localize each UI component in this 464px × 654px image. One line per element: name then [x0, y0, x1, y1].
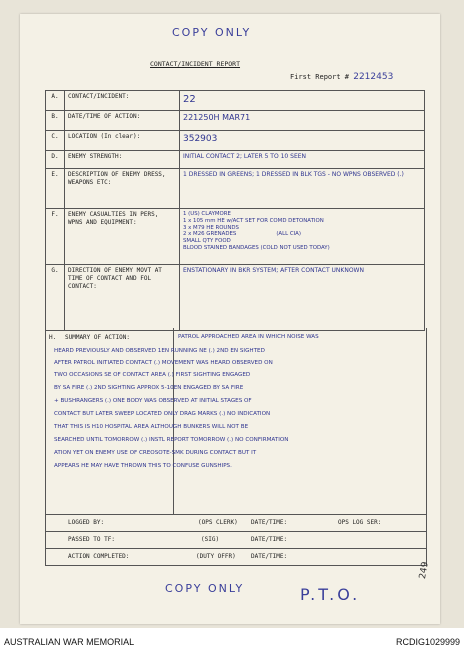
row-direction	[46, 265, 425, 331]
row-label: DATE/TIME OF ACTION:	[65, 111, 180, 131]
serial-value: 2212453	[353, 72, 394, 82]
row-letter: G.	[46, 265, 65, 331]
row-letter: A.	[46, 91, 65, 111]
ops-clerk-label: (OPS CLERK)	[198, 519, 238, 526]
sig-label: (SIG)	[201, 536, 220, 543]
date-time-label: DATE/TIME:	[251, 519, 288, 526]
summary-line: PATROL APPROACHED AREA IN WHICH NOISE WAS	[178, 334, 319, 340]
summary-line: BY SA FIRE (.) 2ND SIGHTING APPROX 5-10EN ENGAGED BY SA FIRE	[54, 385, 244, 391]
footer-logged-row	[45, 514, 427, 532]
attribution-left: AUSTRALIAN WAR MEMORIAL	[4, 637, 135, 647]
attribution-strip	[0, 628, 464, 654]
ops-log-ser-label: OPS LOG SER:	[338, 519, 382, 526]
row-letter: E.	[46, 169, 65, 209]
summary-of-action-section	[45, 328, 427, 515]
row-label: DIRECTION OF ENEMY MOVT AT TIME OF CONTACT AND FOL CONTACT:	[65, 265, 180, 331]
summary-line: ATION YET ON ENEMY USE OF CREOSOTE-SMK DURING CONTACT BUT IT	[54, 450, 257, 456]
footer-passed-row	[45, 531, 427, 549]
action-completed-label: ACTION COMPLETED:	[68, 553, 130, 560]
casualty-line: 1 x 105 mm HE w/ACT SET FOR COMD DETONATION	[183, 217, 324, 224]
summary-line: + BUSHRANGERS (.) ONE BODY WAS OBSERVED AT INITIAL STAGES OF	[54, 398, 252, 404]
row-label: LOCATION (In clear):	[65, 131, 180, 151]
row-letter: D.	[46, 151, 65, 169]
summary-divider	[173, 328, 174, 514]
row-casualties	[46, 209, 425, 265]
row-value: 352903	[180, 131, 425, 151]
pto-note: P.T.O.	[300, 585, 361, 604]
date-time-label: DATE/TIME:	[251, 536, 288, 543]
row-value: 1 DRESSED IN GREENS; 1 DRESSED IN BLK TGS - NO WPNS OBSERVED (.)	[180, 169, 425, 209]
row-value: ENSTATIONARY IN BKR SYSTEM; AFTER CONTACT UNKNOWN	[180, 265, 425, 331]
summary-line: SEARCHED UNTIL TOMORROW (.) INSTL REPORT TOMORROW (.) NO CONFIRMATION	[54, 437, 289, 443]
copy-only-stamp-bottom: COPY ONLY	[165, 582, 245, 595]
summary-line: AFTER PATROL INITIATED CONTACT (.) MOVEMENT WAS HEARD OBSERVED ON	[54, 360, 273, 366]
footer-action-row	[45, 548, 427, 566]
summary-line: HEARD PREVIOUSLY AND OBSERVED 1EN RUNNING NE (.) 2ND EN SIGHTED	[54, 348, 265, 354]
row-value: INITIAL CONTACT 2; LATER 5 TO 10 SEEN	[180, 151, 425, 169]
date-time-label: DATE/TIME:	[251, 553, 288, 560]
serial-label: First Report #	[290, 73, 350, 81]
casualty-line: 1 (US) CLAYMORE	[183, 211, 231, 217]
report-serial	[290, 72, 393, 82]
casualty-note: (ALL CIA)	[276, 231, 301, 238]
logged-by-label: LOGGED BY:	[68, 519, 105, 526]
row-value	[180, 209, 425, 265]
row-label: CONTACT/INCIDENT:	[65, 91, 180, 111]
copy-only-stamp-top: COPY ONLY	[172, 26, 252, 39]
row-location	[46, 131, 425, 151]
page-number: 249	[418, 561, 431, 580]
summary-line: THAT THIS IS H10 HOSPITAL AREA ALTHOUGH BUNKERS WILL NOT BE	[54, 424, 249, 430]
attribution-right: RCDIG1029999	[395, 637, 460, 647]
row-enemy-strength	[46, 151, 425, 169]
row-date-time	[46, 111, 425, 131]
summary-label: H. SUMMARY OF ACTION:	[49, 334, 131, 341]
row-letter: B.	[46, 111, 65, 131]
casualty-line: BLOOD STAINED BANDAGES (COLD NOT USED TODAY)	[183, 244, 330, 251]
row-contact	[46, 91, 425, 111]
casualty-line: 2 x M26 GRENADES (ALL CIA)	[183, 231, 301, 238]
row-letter: F.	[46, 209, 65, 265]
summary-line: CONTACT BUT LATER SWEEP LOCATED ONLY DRAG MARKS (.) NO INDICATION	[54, 411, 271, 417]
row-letter: C.	[46, 131, 65, 151]
row-label: ENEMY CASUALTIES IN PERS, WPNS AND EQUIPMENT:	[65, 209, 180, 265]
casualty-line: 3 x M79 HE ROUNDS	[183, 224, 239, 231]
summary-line: APPEARS HE MAY HAVE THROWN THIS TO CONFUSE GUNSHIPS.	[54, 463, 232, 469]
row-value: 221250H MAR71	[180, 111, 425, 131]
report-title: CONTACT/INCIDENT REPORT	[150, 60, 241, 68]
row-label: DESCRIPTION OF ENEMY DRESS, WEAPONS ETC:	[65, 169, 180, 209]
row-label: ENEMY STRENGTH:	[65, 151, 180, 169]
casualty-line: SMALL QTY FOOD	[183, 238, 231, 244]
summary-line: TWO OCCASIONS SE OF CONTACT AREA (.) FIRST SIGHTING ENGAGED	[54, 372, 251, 378]
duty-offr-label: (DUTY OFFR)	[196, 553, 236, 560]
passed-to-tf-label: PASSED TO TF:	[68, 536, 115, 543]
row-description	[46, 169, 425, 209]
row-value: 22	[180, 91, 425, 111]
report-form-table	[45, 90, 425, 331]
